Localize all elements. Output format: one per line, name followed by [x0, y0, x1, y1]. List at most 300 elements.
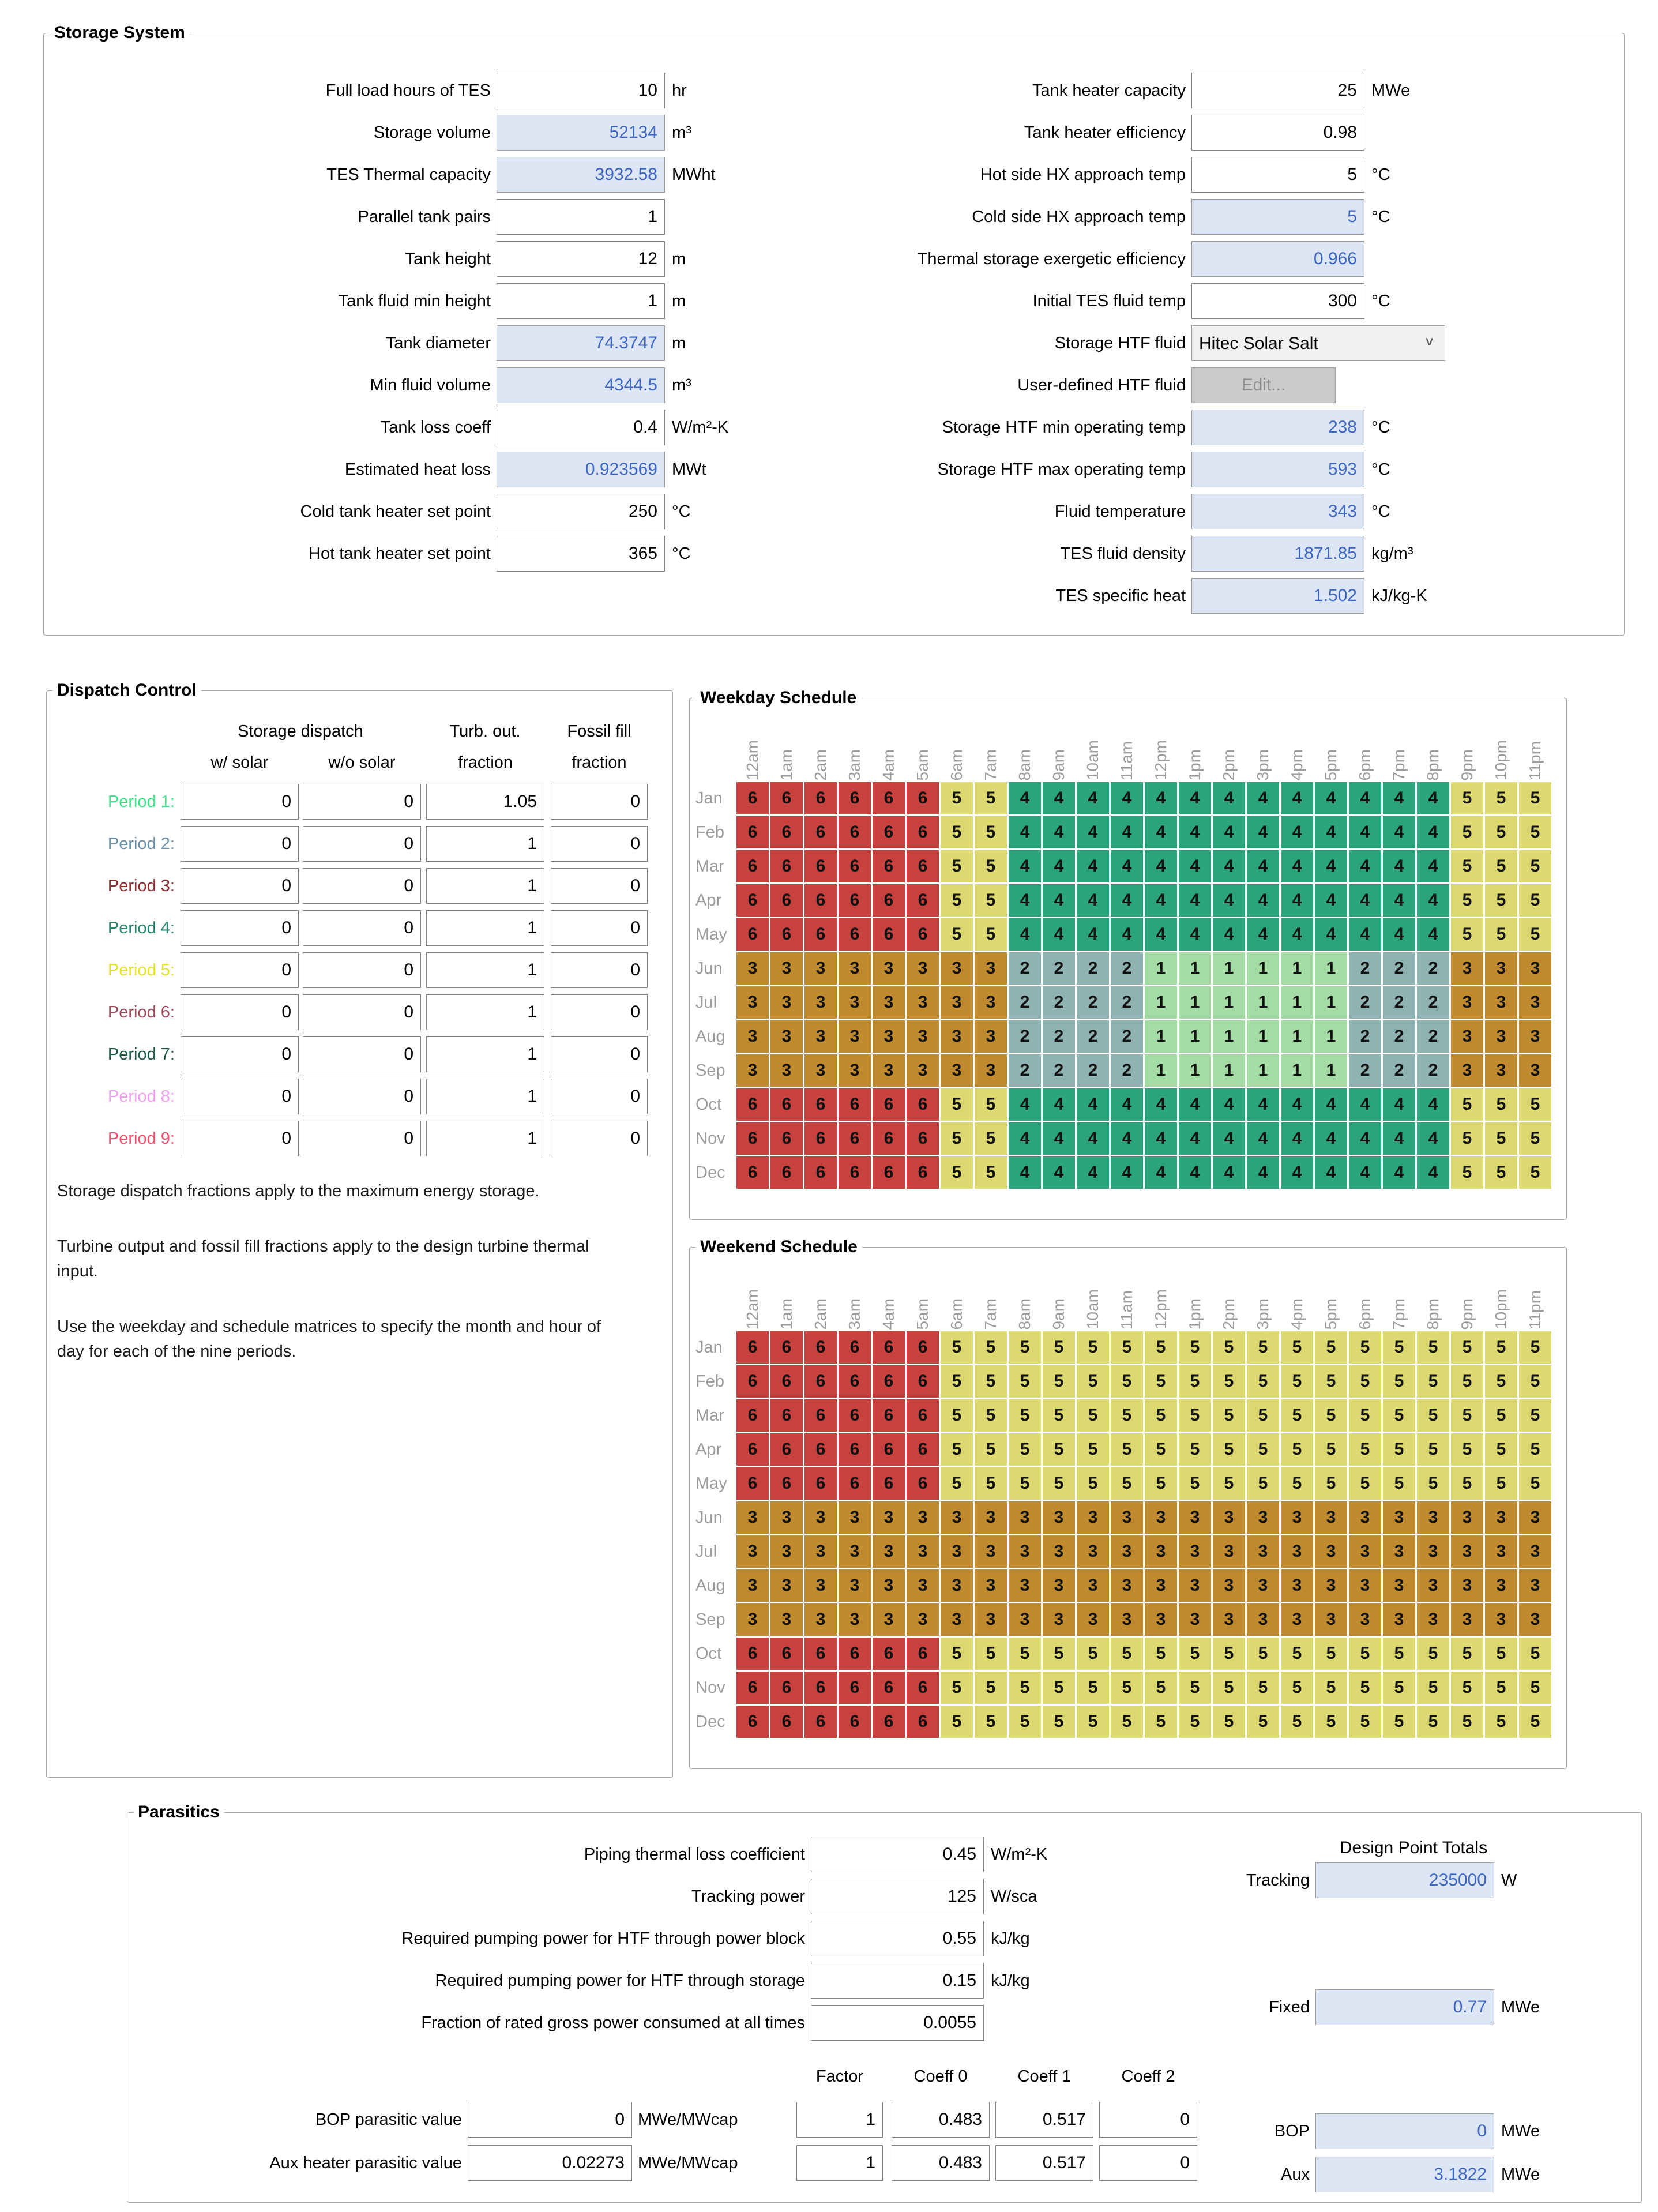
schedule-cell-jan-12pm[interactable]: 4 — [1145, 782, 1177, 814]
schedule-cell-oct-12am[interactable]: 6 — [736, 1088, 769, 1121]
schedule-cell-mar-5pm[interactable]: 4 — [1315, 850, 1347, 882]
parallel-tank-pairs-input[interactable] — [497, 199, 665, 235]
schedule-cell-jan-12pm[interactable]: 5 — [1145, 1331, 1177, 1364]
schedule-cell-jul-10pm[interactable]: 3 — [1485, 986, 1517, 1019]
schedule-cell-mar-4am[interactable]: 6 — [873, 850, 905, 882]
schedule-cell-apr-11am[interactable]: 4 — [1111, 884, 1143, 917]
schedule-cell-feb-7am[interactable]: 5 — [975, 1365, 1007, 1398]
schedule-cell-dec-10am[interactable]: 4 — [1077, 1156, 1109, 1189]
schedule-cell-oct-10am[interactable]: 4 — [1077, 1088, 1109, 1121]
schedule-cell-nov-4pm[interactable]: 5 — [1281, 1672, 1313, 1704]
schedule-cell-apr-8am[interactable]: 5 — [1009, 1433, 1041, 1466]
hot-tank-heater-set-point-input[interactable] — [497, 536, 665, 572]
schedule-cell-may-12am[interactable]: 6 — [736, 918, 769, 951]
schedule-cell-dec-6pm[interactable]: 4 — [1349, 1156, 1381, 1189]
schedule-cell-oct-9am[interactable]: 4 — [1043, 1088, 1075, 1121]
schedule-cell-oct-1am[interactable]: 6 — [770, 1088, 803, 1121]
schedule-cell-may-9pm[interactable]: 5 — [1451, 1467, 1483, 1500]
schedule-cell-jan-4pm[interactable]: 4 — [1281, 782, 1313, 814]
schedule-cell-feb-11am[interactable]: 5 — [1111, 1365, 1143, 1398]
schedule-cell-feb-3am[interactable]: 6 — [839, 1365, 871, 1398]
schedule-cell-jun-6pm[interactable]: 2 — [1349, 952, 1381, 985]
schedule-cell-aug-12am[interactable]: 3 — [736, 1569, 769, 1602]
schedule-cell-aug-4am[interactable]: 3 — [873, 1020, 905, 1053]
period-2-fossil-fill-fraction-input[interactable] — [551, 826, 648, 862]
schedule-cell-mar-2pm[interactable]: 5 — [1213, 1399, 1245, 1432]
schedule-cell-dec-3pm[interactable]: 4 — [1247, 1156, 1279, 1189]
schedule-cell-apr-3am[interactable]: 6 — [839, 1433, 871, 1466]
schedule-cell-sep-9am[interactable]: 3 — [1043, 1603, 1075, 1636]
schedule-cell-oct-12pm[interactable]: 5 — [1145, 1638, 1177, 1670]
schedule-cell-jan-6am[interactable]: 5 — [941, 782, 973, 814]
schedule-cell-may-7am[interactable]: 5 — [975, 918, 1007, 951]
schedule-cell-dec-3am[interactable]: 6 — [839, 1156, 871, 1189]
schedule-cell-oct-4pm[interactable]: 5 — [1281, 1638, 1313, 1670]
schedule-cell-feb-10pm[interactable]: 5 — [1485, 1365, 1517, 1398]
schedule-cell-jul-6am[interactable]: 3 — [941, 986, 973, 1019]
schedule-cell-aug-9am[interactable]: 2 — [1043, 1020, 1075, 1053]
schedule-cell-jul-1am[interactable]: 3 — [770, 1535, 803, 1568]
schedule-cell-sep-3pm[interactable]: 3 — [1247, 1603, 1279, 1636]
schedule-cell-nov-8am[interactable]: 4 — [1009, 1122, 1041, 1155]
schedule-cell-may-4am[interactable]: 6 — [873, 918, 905, 951]
schedule-cell-nov-11am[interactable]: 4 — [1111, 1122, 1143, 1155]
schedule-cell-apr-12am[interactable]: 6 — [736, 1433, 769, 1466]
schedule-cell-jul-9am[interactable]: 3 — [1043, 1535, 1075, 1568]
schedule-cell-oct-6am[interactable]: 5 — [941, 1638, 973, 1670]
schedule-cell-oct-8pm[interactable]: 4 — [1417, 1088, 1449, 1121]
schedule-cell-jul-7pm[interactable]: 2 — [1383, 986, 1415, 1019]
schedule-cell-jun-3pm[interactable]: 3 — [1247, 1501, 1279, 1534]
schedule-cell-jul-4pm[interactable]: 1 — [1281, 986, 1313, 1019]
schedule-cell-jun-2pm[interactable]: 3 — [1213, 1501, 1245, 1534]
schedule-cell-jan-8am[interactable]: 4 — [1009, 782, 1041, 814]
period-6-wo-solar-input[interactable] — [303, 994, 421, 1030]
schedule-cell-sep-10am[interactable]: 3 — [1077, 1603, 1109, 1636]
schedule-cell-may-7am[interactable]: 5 — [975, 1467, 1007, 1500]
schedule-cell-dec-6am[interactable]: 5 — [941, 1706, 973, 1738]
schedule-cell-jul-1pm[interactable]: 3 — [1179, 1535, 1211, 1568]
schedule-cell-dec-10pm[interactable]: 5 — [1485, 1156, 1517, 1189]
period-6-turb-out-fraction-input[interactable] — [426, 994, 544, 1030]
hot-side-hx-approach-temp-input[interactable] — [1191, 157, 1364, 193]
schedule-cell-jul-3am[interactable]: 3 — [839, 1535, 871, 1568]
period-8-w-solar-input[interactable] — [181, 1079, 299, 1114]
schedule-cell-dec-4am[interactable]: 6 — [873, 1156, 905, 1189]
schedule-cell-may-12pm[interactable]: 4 — [1145, 918, 1177, 951]
schedule-cell-oct-9pm[interactable]: 5 — [1451, 1088, 1483, 1121]
schedule-cell-may-10am[interactable]: 4 — [1077, 918, 1109, 951]
schedule-cell-apr-7am[interactable]: 5 — [975, 1433, 1007, 1466]
schedule-cell-jul-11am[interactable]: 2 — [1111, 986, 1143, 1019]
schedule-cell-oct-3pm[interactable]: 4 — [1247, 1088, 1279, 1121]
schedule-cell-dec-9pm[interactable]: 5 — [1451, 1706, 1483, 1738]
schedule-cell-may-6am[interactable]: 5 — [941, 918, 973, 951]
schedule-cell-feb-5pm[interactable]: 4 — [1315, 816, 1347, 848]
schedule-cell-may-5am[interactable]: 6 — [907, 1467, 939, 1500]
schedule-cell-apr-9pm[interactable]: 5 — [1451, 884, 1483, 917]
schedule-cell-nov-3pm[interactable]: 4 — [1247, 1122, 1279, 1155]
required-pumping-power-for-htf-through-power-block-input[interactable] — [811, 1921, 984, 1956]
schedule-cell-aug-3am[interactable]: 3 — [839, 1020, 871, 1053]
schedule-cell-dec-2am[interactable]: 6 — [804, 1706, 837, 1738]
schedule-cell-jan-9am[interactable]: 5 — [1043, 1331, 1075, 1364]
schedule-cell-oct-7am[interactable]: 5 — [975, 1638, 1007, 1670]
schedule-cell-sep-4pm[interactable]: 3 — [1281, 1603, 1313, 1636]
schedule-cell-jan-4pm[interactable]: 5 — [1281, 1331, 1313, 1364]
schedule-cell-aug-5am[interactable]: 3 — [907, 1569, 939, 1602]
schedule-cell-jun-8pm[interactable]: 3 — [1417, 1501, 1449, 1534]
schedule-cell-oct-4pm[interactable]: 4 — [1281, 1088, 1313, 1121]
schedule-cell-oct-10pm[interactable]: 5 — [1485, 1638, 1517, 1670]
schedule-cell-mar-11pm[interactable]: 5 — [1519, 1399, 1551, 1432]
period-1-turb-out-fraction-input[interactable] — [426, 784, 544, 820]
schedule-cell-sep-3am[interactable]: 3 — [839, 1603, 871, 1636]
schedule-cell-nov-6am[interactable]: 5 — [941, 1672, 973, 1704]
schedule-cell-dec-9pm[interactable]: 5 — [1451, 1156, 1483, 1189]
schedule-cell-may-9pm[interactable]: 5 — [1451, 918, 1483, 951]
schedule-cell-jun-7am[interactable]: 3 — [975, 952, 1007, 985]
schedule-cell-nov-8am[interactable]: 5 — [1009, 1672, 1041, 1704]
schedule-cell-oct-4am[interactable]: 6 — [873, 1638, 905, 1670]
schedule-cell-mar-11am[interactable]: 4 — [1111, 850, 1143, 882]
schedule-cell-jun-5pm[interactable]: 1 — [1315, 952, 1347, 985]
schedule-cell-nov-1pm[interactable]: 4 — [1179, 1122, 1211, 1155]
schedule-cell-jul-3am[interactable]: 3 — [839, 986, 871, 1019]
schedule-cell-apr-2am[interactable]: 6 — [804, 1433, 837, 1466]
schedule-cell-dec-12pm[interactable]: 4 — [1145, 1156, 1177, 1189]
schedule-cell-nov-5am[interactable]: 6 — [907, 1122, 939, 1155]
schedule-cell-dec-3am[interactable]: 6 — [839, 1706, 871, 1738]
schedule-cell-feb-6am[interactable]: 5 — [941, 816, 973, 848]
schedule-cell-jan-8pm[interactable]: 4 — [1417, 782, 1449, 814]
period-1-w-solar-input[interactable] — [181, 784, 299, 820]
schedule-cell-feb-6am[interactable]: 5 — [941, 1365, 973, 1398]
schedule-cell-apr-2pm[interactable]: 5 — [1213, 1433, 1245, 1466]
schedule-cell-jan-3am[interactable]: 6 — [839, 1331, 871, 1364]
schedule-cell-jun-9am[interactable]: 2 — [1043, 952, 1075, 985]
schedule-cell-nov-3am[interactable]: 6 — [839, 1122, 871, 1155]
schedule-cell-jul-6am[interactable]: 3 — [941, 1535, 973, 1568]
schedule-cell-may-6am[interactable]: 5 — [941, 1467, 973, 1500]
schedule-cell-aug-9am[interactable]: 3 — [1043, 1569, 1075, 1602]
schedule-cell-sep-4am[interactable]: 3 — [873, 1054, 905, 1087]
schedule-cell-mar-5pm[interactable]: 5 — [1315, 1399, 1347, 1432]
schedule-cell-mar-5am[interactable]: 6 — [907, 1399, 939, 1432]
schedule-cell-dec-8am[interactable]: 5 — [1009, 1706, 1041, 1738]
schedule-cell-aug-11pm[interactable]: 3 — [1519, 1569, 1551, 1602]
schedule-cell-jul-9pm[interactable]: 3 — [1451, 1535, 1483, 1568]
schedule-cell-may-12pm[interactable]: 5 — [1145, 1467, 1177, 1500]
schedule-cell-dec-11am[interactable]: 4 — [1111, 1156, 1143, 1189]
schedule-cell-aug-2pm[interactable]: 1 — [1213, 1020, 1245, 1053]
schedule-cell-apr-9am[interactable]: 4 — [1043, 884, 1075, 917]
schedule-cell-dec-7pm[interactable]: 4 — [1383, 1156, 1415, 1189]
schedule-cell-nov-6am[interactable]: 5 — [941, 1122, 973, 1155]
schedule-cell-feb-1am[interactable]: 6 — [770, 1365, 803, 1398]
schedule-cell-jun-2pm[interactable]: 1 — [1213, 952, 1245, 985]
schedule-cell-mar-9am[interactable]: 5 — [1043, 1399, 1075, 1432]
schedule-cell-jun-9am[interactable]: 3 — [1043, 1501, 1075, 1534]
schedule-cell-oct-8am[interactable]: 5 — [1009, 1638, 1041, 1670]
schedule-cell-jun-3am[interactable]: 3 — [839, 952, 871, 985]
schedule-cell-nov-6pm[interactable]: 5 — [1349, 1672, 1381, 1704]
schedule-cell-apr-7pm[interactable]: 5 — [1383, 1433, 1415, 1466]
schedule-cell-may-1am[interactable]: 6 — [770, 918, 803, 951]
schedule-cell-jun-7pm[interactable]: 2 — [1383, 952, 1415, 985]
schedule-cell-may-11am[interactable]: 4 — [1111, 918, 1143, 951]
schedule-cell-jul-4am[interactable]: 3 — [873, 1535, 905, 1568]
schedule-cell-nov-11am[interactable]: 5 — [1111, 1672, 1143, 1704]
schedule-cell-aug-8am[interactable]: 3 — [1009, 1569, 1041, 1602]
schedule-cell-feb-2am[interactable]: 6 — [804, 1365, 837, 1398]
schedule-cell-jun-3am[interactable]: 3 — [839, 1501, 871, 1534]
schedule-cell-may-11pm[interactable]: 5 — [1519, 1467, 1551, 1500]
schedule-cell-sep-6am[interactable]: 3 — [941, 1054, 973, 1087]
period-7-turb-out-fraction-input[interactable] — [426, 1036, 544, 1072]
schedule-cell-jun-3pm[interactable]: 1 — [1247, 952, 1279, 985]
schedule-cell-sep-2pm[interactable]: 1 — [1213, 1054, 1245, 1087]
schedule-cell-jan-7pm[interactable]: 4 — [1383, 782, 1415, 814]
period-5-wo-solar-input[interactable] — [303, 952, 421, 988]
tank-fluid-min-height-input[interactable] — [497, 283, 665, 319]
schedule-cell-dec-3pm[interactable]: 5 — [1247, 1706, 1279, 1738]
schedule-cell-jan-10am[interactable]: 5 — [1077, 1331, 1109, 1364]
schedule-cell-jun-6pm[interactable]: 3 — [1349, 1501, 1381, 1534]
schedule-cell-mar-6am[interactable]: 5 — [941, 1399, 973, 1432]
schedule-cell-mar-12pm[interactable]: 5 — [1145, 1399, 1177, 1432]
schedule-cell-apr-2am[interactable]: 6 — [804, 884, 837, 917]
schedule-cell-oct-1pm[interactable]: 5 — [1179, 1638, 1211, 1670]
schedule-cell-jun-4pm[interactable]: 3 — [1281, 1501, 1313, 1534]
schedule-cell-nov-8pm[interactable]: 4 — [1417, 1122, 1449, 1155]
schedule-cell-nov-11pm[interactable]: 5 — [1519, 1672, 1551, 1704]
schedule-cell-sep-8am[interactable]: 2 — [1009, 1054, 1041, 1087]
schedule-cell-sep-9pm[interactable]: 3 — [1451, 1603, 1483, 1636]
schedule-cell-sep-11pm[interactable]: 3 — [1519, 1603, 1551, 1636]
schedule-cell-feb-4am[interactable]: 6 — [873, 1365, 905, 1398]
schedule-cell-sep-11pm[interactable]: 3 — [1519, 1054, 1551, 1087]
schedule-cell-jan-5am[interactable]: 6 — [907, 1331, 939, 1364]
tank-height-input[interactable] — [497, 241, 665, 277]
schedule-cell-jun-5am[interactable]: 3 — [907, 952, 939, 985]
schedule-cell-oct-11pm[interactable]: 5 — [1519, 1638, 1551, 1670]
schedule-cell-apr-9pm[interactable]: 5 — [1451, 1433, 1483, 1466]
schedule-cell-nov-10am[interactable]: 5 — [1077, 1672, 1109, 1704]
schedule-cell-sep-12pm[interactable]: 1 — [1145, 1054, 1177, 1087]
schedule-cell-may-1pm[interactable]: 4 — [1179, 918, 1211, 951]
schedule-cell-jan-9am[interactable]: 4 — [1043, 782, 1075, 814]
schedule-cell-jan-6pm[interactable]: 4 — [1349, 782, 1381, 814]
schedule-cell-may-10pm[interactable]: 5 — [1485, 1467, 1517, 1500]
schedule-cell-jun-10am[interactable]: 2 — [1077, 952, 1109, 985]
schedule-cell-feb-12am[interactable]: 6 — [736, 1365, 769, 1398]
schedule-cell-jul-11pm[interactable]: 3 — [1519, 1535, 1551, 1568]
cold-tank-heater-set-point-input[interactable] — [497, 494, 665, 529]
schedule-cell-jul-2pm[interactable]: 1 — [1213, 986, 1245, 1019]
schedule-cell-jan-4am[interactable]: 6 — [873, 1331, 905, 1364]
schedule-cell-jul-10am[interactable]: 2 — [1077, 986, 1109, 1019]
schedule-cell-mar-3am[interactable]: 6 — [839, 1399, 871, 1432]
user-defined-htf-fluid-button[interactable]: Edit... — [1191, 367, 1336, 403]
period-4-fossil-fill-fraction-input[interactable] — [551, 910, 648, 946]
schedule-cell-feb-9am[interactable]: 4 — [1043, 816, 1075, 848]
schedule-cell-oct-7pm[interactable]: 5 — [1383, 1638, 1415, 1670]
schedule-cell-sep-8am[interactable]: 3 — [1009, 1603, 1041, 1636]
schedule-cell-mar-8pm[interactable]: 5 — [1417, 1399, 1449, 1432]
schedule-cell-nov-1am[interactable]: 6 — [770, 1122, 803, 1155]
schedule-cell-sep-11am[interactable]: 3 — [1111, 1603, 1143, 1636]
period-1-fossil-fill-fraction-input[interactable] — [551, 784, 648, 820]
schedule-cell-aug-1pm[interactable]: 1 — [1179, 1020, 1211, 1053]
schedule-cell-feb-9pm[interactable]: 5 — [1451, 1365, 1483, 1398]
schedule-cell-oct-2pm[interactable]: 5 — [1213, 1638, 1245, 1670]
schedule-cell-jun-6am[interactable]: 3 — [941, 952, 973, 985]
schedule-cell-apr-10am[interactable]: 4 — [1077, 884, 1109, 917]
schedule-cell-jul-4pm[interactable]: 3 — [1281, 1535, 1313, 1568]
schedule-cell-nov-9am[interactable]: 4 — [1043, 1122, 1075, 1155]
schedule-cell-jun-9pm[interactable]: 3 — [1451, 952, 1483, 985]
schedule-cell-may-11pm[interactable]: 5 — [1519, 918, 1551, 951]
schedule-cell-sep-9pm[interactable]: 3 — [1451, 1054, 1483, 1087]
schedule-cell-dec-11pm[interactable]: 5 — [1519, 1706, 1551, 1738]
schedule-cell-nov-5pm[interactable]: 4 — [1315, 1122, 1347, 1155]
schedule-cell-nov-4am[interactable]: 6 — [873, 1672, 905, 1704]
schedule-cell-may-3pm[interactable]: 4 — [1247, 918, 1279, 951]
schedule-cell-dec-7am[interactable]: 5 — [975, 1156, 1007, 1189]
schedule-cell-may-12am[interactable]: 6 — [736, 1467, 769, 1500]
schedule-cell-may-2am[interactable]: 6 — [804, 1467, 837, 1500]
schedule-cell-feb-7am[interactable]: 5 — [975, 816, 1007, 848]
period-2-wo-solar-input[interactable] — [303, 826, 421, 862]
period-8-fossil-fill-fraction-input[interactable] — [551, 1079, 648, 1114]
schedule-cell-nov-2am[interactable]: 6 — [804, 1122, 837, 1155]
schedule-cell-oct-1am[interactable]: 6 — [770, 1638, 803, 1670]
schedule-cell-jul-2am[interactable]: 3 — [804, 1535, 837, 1568]
schedule-cell-mar-7pm[interactable]: 5 — [1383, 1399, 1415, 1432]
schedule-cell-apr-1pm[interactable]: 4 — [1179, 884, 1211, 917]
schedule-cell-dec-4am[interactable]: 6 — [873, 1706, 905, 1738]
schedule-cell-aug-9pm[interactable]: 3 — [1451, 1569, 1483, 1602]
schedule-cell-nov-7pm[interactable]: 4 — [1383, 1122, 1415, 1155]
period-9-turb-out-fraction-input[interactable] — [426, 1121, 544, 1156]
schedule-cell-may-1am[interactable]: 6 — [770, 1467, 803, 1500]
schedule-cell-oct-5pm[interactable]: 5 — [1315, 1638, 1347, 1670]
schedule-cell-nov-2pm[interactable]: 4 — [1213, 1122, 1245, 1155]
schedule-cell-jun-9pm[interactable]: 3 — [1451, 1501, 1483, 1534]
schedule-cell-mar-3pm[interactable]: 4 — [1247, 850, 1279, 882]
schedule-cell-apr-4am[interactable]: 6 — [873, 884, 905, 917]
schedule-cell-sep-7pm[interactable]: 3 — [1383, 1603, 1415, 1636]
schedule-cell-jan-11am[interactable]: 5 — [1111, 1331, 1143, 1364]
schedule-cell-jul-5pm[interactable]: 1 — [1315, 986, 1347, 1019]
schedule-cell-oct-12am[interactable]: 6 — [736, 1638, 769, 1670]
schedule-cell-feb-3pm[interactable]: 5 — [1247, 1365, 1279, 1398]
schedule-cell-jul-12am[interactable]: 3 — [736, 1535, 769, 1568]
schedule-cell-sep-6am[interactable]: 3 — [941, 1603, 973, 1636]
schedule-cell-feb-12pm[interactable]: 4 — [1145, 816, 1177, 848]
schedule-cell-jul-4am[interactable]: 3 — [873, 986, 905, 1019]
schedule-cell-jul-6pm[interactable]: 3 — [1349, 1535, 1381, 1568]
schedule-cell-jul-5am[interactable]: 3 — [907, 986, 939, 1019]
schedule-cell-mar-2am[interactable]: 6 — [804, 1399, 837, 1432]
schedule-cell-apr-9am[interactable]: 5 — [1043, 1433, 1075, 1466]
schedule-cell-nov-11pm[interactable]: 5 — [1519, 1122, 1551, 1155]
period-4-turb-out-fraction-input[interactable] — [426, 910, 544, 946]
schedule-cell-apr-1am[interactable]: 6 — [770, 1433, 803, 1466]
schedule-cell-aug-3pm[interactable]: 3 — [1247, 1569, 1279, 1602]
period-3-turb-out-fraction-input[interactable] — [426, 868, 544, 904]
schedule-cell-mar-9am[interactable]: 4 — [1043, 850, 1075, 882]
schedule-cell-dec-5pm[interactable]: 4 — [1315, 1156, 1347, 1189]
schedule-cell-feb-10am[interactable]: 5 — [1077, 1365, 1109, 1398]
schedule-cell-sep-8pm[interactable]: 3 — [1417, 1603, 1449, 1636]
schedule-cell-sep-9am[interactable]: 2 — [1043, 1054, 1075, 1087]
schedule-cell-aug-10am[interactable]: 3 — [1077, 1569, 1109, 1602]
schedule-cell-mar-3pm[interactable]: 5 — [1247, 1399, 1279, 1432]
schedule-cell-mar-6am[interactable]: 5 — [941, 850, 973, 882]
schedule-cell-oct-10am[interactable]: 5 — [1077, 1638, 1109, 1670]
schedule-cell-jul-8am[interactable]: 3 — [1009, 1535, 1041, 1568]
schedule-cell-oct-5pm[interactable]: 4 — [1315, 1088, 1347, 1121]
schedule-cell-sep-12pm[interactable]: 3 — [1145, 1603, 1177, 1636]
schedule-cell-nov-9am[interactable]: 5 — [1043, 1672, 1075, 1704]
schedule-cell-dec-8pm[interactable]: 4 — [1417, 1156, 1449, 1189]
schedule-cell-mar-8am[interactable]: 4 — [1009, 850, 1041, 882]
schedule-cell-mar-7pm[interactable]: 4 — [1383, 850, 1415, 882]
schedule-cell-jan-11pm[interactable]: 5 — [1519, 1331, 1551, 1364]
schedule-cell-may-7pm[interactable]: 5 — [1383, 1467, 1415, 1500]
schedule-cell-nov-5am[interactable]: 6 — [907, 1672, 939, 1704]
schedule-cell-mar-2am[interactable]: 6 — [804, 850, 837, 882]
schedule-cell-jul-10am[interactable]: 3 — [1077, 1535, 1109, 1568]
schedule-cell-aug-5pm[interactable]: 3 — [1315, 1569, 1347, 1602]
schedule-cell-nov-2am[interactable]: 6 — [804, 1672, 837, 1704]
schedule-cell-mar-10pm[interactable]: 5 — [1485, 1399, 1517, 1432]
schedule-cell-jun-8am[interactable]: 2 — [1009, 952, 1041, 985]
schedule-cell-sep-11am[interactable]: 2 — [1111, 1054, 1143, 1087]
schedule-cell-aug-11am[interactable]: 2 — [1111, 1020, 1143, 1053]
schedule-cell-may-8am[interactable]: 5 — [1009, 1467, 1041, 1500]
schedule-cell-apr-12pm[interactable]: 4 — [1145, 884, 1177, 917]
schedule-cell-aug-2pm[interactable]: 3 — [1213, 1569, 1245, 1602]
schedule-cell-apr-10pm[interactable]: 5 — [1485, 884, 1517, 917]
schedule-cell-aug-7am[interactable]: 3 — [975, 1569, 1007, 1602]
schedule-cell-feb-12am[interactable]: 6 — [736, 816, 769, 848]
schedule-cell-aug-10am[interactable]: 2 — [1077, 1020, 1109, 1053]
schedule-cell-sep-12am[interactable]: 3 — [736, 1603, 769, 1636]
schedule-cell-dec-1am[interactable]: 6 — [770, 1706, 803, 1738]
schedule-cell-jan-3pm[interactable]: 4 — [1247, 782, 1279, 814]
schedule-cell-aug-12pm[interactable]: 3 — [1145, 1569, 1177, 1602]
schedule-cell-oct-9am[interactable]: 5 — [1043, 1638, 1075, 1670]
schedule-cell-jan-7am[interactable]: 5 — [975, 1331, 1007, 1364]
schedule-cell-dec-6am[interactable]: 5 — [941, 1156, 973, 1189]
schedule-cell-jun-12am[interactable]: 3 — [736, 952, 769, 985]
schedule-cell-apr-5am[interactable]: 6 — [907, 884, 939, 917]
schedule-cell-jan-6pm[interactable]: 5 — [1349, 1331, 1381, 1364]
schedule-cell-may-4pm[interactable]: 5 — [1281, 1467, 1313, 1500]
schedule-cell-jan-2pm[interactable]: 4 — [1213, 782, 1245, 814]
schedule-cell-feb-6pm[interactable]: 5 — [1349, 1365, 1381, 1398]
schedule-cell-may-10pm[interactable]: 5 — [1485, 918, 1517, 951]
schedule-cell-nov-12am[interactable]: 6 — [736, 1122, 769, 1155]
schedule-cell-feb-7pm[interactable]: 4 — [1383, 816, 1415, 848]
schedule-cell-jan-6am[interactable]: 5 — [941, 1331, 973, 1364]
schedule-cell-feb-1pm[interactable]: 4 — [1179, 816, 1211, 848]
period-5-turb-out-fraction-input[interactable] — [426, 952, 544, 988]
schedule-cell-feb-4am[interactable]: 6 — [873, 816, 905, 848]
